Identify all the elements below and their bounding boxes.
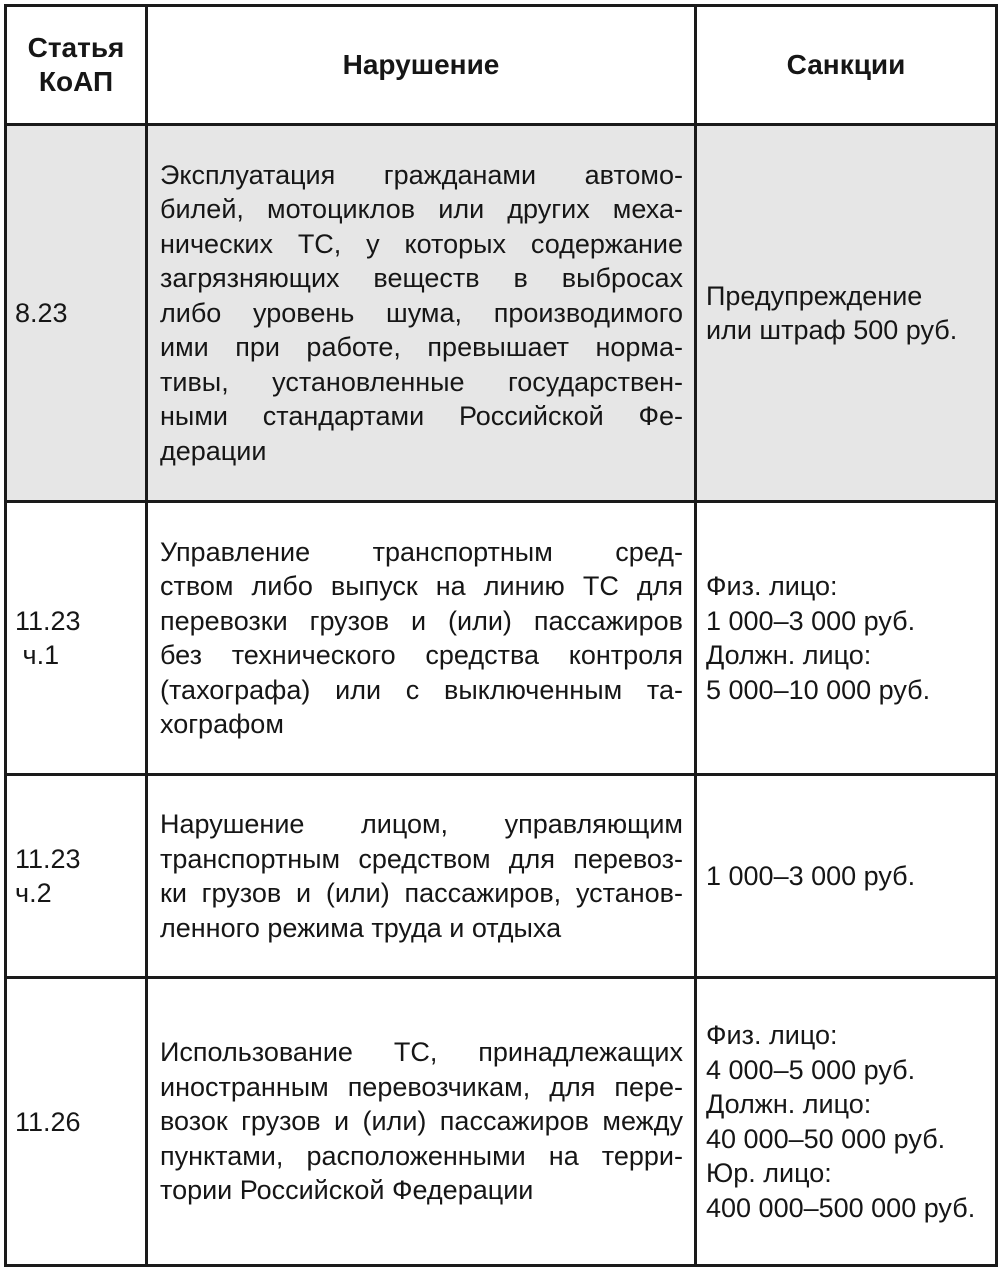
header-row (6, 6, 997, 125)
sanctions-cell (696, 978, 997, 1266)
violation-line: ленного режима труда и отдыха (160, 912, 562, 943)
violation-line: тивы, установленные государствен- (160, 366, 683, 397)
violation-line: Эксплуатация гражданами автомо- (160, 159, 683, 190)
article-code-cell (6, 502, 147, 775)
sanction-line: 40 000–50 000 руб. (706, 1123, 946, 1154)
violation-line: без технического средства контроля (160, 640, 683, 670)
sanctions-cell (696, 502, 997, 775)
violation-line: перевозки грузов и (или) пассажиров (160, 605, 683, 636)
sanction-line: 1 000–3 000 руб. (706, 860, 916, 891)
sanction-line: Должн. лицо: (706, 1089, 872, 1119)
violation-line: ством либо выпуск на линию ТС для (160, 571, 683, 601)
violation-cell (147, 502, 696, 775)
violation-line: транспортным средством для перевоз- (160, 843, 683, 874)
sanction-line: Должн. лицо: (706, 640, 872, 670)
article-code-line: ч.1 (15, 640, 60, 670)
sanction-line: 1 000–3 000 руб. (706, 605, 916, 636)
header-article-line: КоАП (38, 66, 114, 97)
table-row (6, 125, 997, 502)
sanction-line: 400 000–500 000 руб. (706, 1192, 976, 1223)
violation-line: тории Российской Федерации (160, 1175, 534, 1206)
violation-line: ими при работе, превышает норма- (160, 332, 683, 363)
violation-line: либо уровень шума, производимого (160, 297, 683, 328)
table-row (6, 978, 997, 1266)
violation-line: Использование ТС, принадлежащих (160, 1037, 683, 1068)
table-row (6, 502, 997, 775)
sanction-line: Предупреждение (706, 280, 923, 311)
header-article (6, 6, 147, 125)
violation-line: (тахографа) или с выключенным та- (160, 674, 683, 705)
violation-cell (147, 978, 696, 1266)
violation-line: дерации (160, 435, 267, 466)
article-code-line: 11.26 (15, 1106, 81, 1137)
header-violation: Нарушение (147, 6, 696, 125)
sanction-line: или штраф 500 руб. (706, 315, 958, 345)
violation-line: нических ТС, у которых содержание (160, 228, 683, 259)
sanctions-cell (696, 775, 997, 978)
koap-violations-table (4, 4, 998, 1267)
sanction-line: Физ. лицо: (706, 571, 838, 601)
violation-cell (147, 125, 696, 502)
violation-line: загрязняющих веществ в выбросах (160, 263, 683, 294)
violation-line: Нарушение лицом, управляющим (160, 809, 683, 839)
article-code-line: 11.23 (15, 844, 81, 874)
sanctions-cell (696, 125, 997, 502)
violation-line: Управление транспортным сред- (160, 536, 683, 567)
sanction-line: Юр. лицо: (706, 1158, 832, 1188)
article-code-cell (6, 978, 147, 1266)
violation-line: возок грузов и (или) пассажиров между (160, 1106, 683, 1137)
violation-line: хографом (160, 709, 284, 739)
article-code-cell (6, 125, 147, 502)
article-code-line: 8.23 (15, 298, 68, 328)
violation-line: билей, мотоциклов или других меха- (160, 194, 683, 225)
article-code-line: ч.2 (15, 878, 52, 908)
violation-line: ки грузов и (или) пассажиров, установ- (160, 878, 683, 908)
sanction-line: 4 000–5 000 руб. (706, 1054, 916, 1085)
article-code-cell (6, 775, 147, 978)
sanction-line: 5 000–10 000 руб. (706, 674, 931, 705)
header-sanctions: Санкции (696, 6, 997, 125)
violation-line: пунктами, расположенными на терри- (160, 1140, 683, 1171)
table-row (6, 775, 997, 978)
violation-line: ными стандартами Российской Фе- (160, 401, 683, 432)
header-article-line: Статья (27, 32, 125, 63)
violation-cell (147, 775, 696, 978)
sanction-line: Физ. лицо: (706, 1020, 838, 1050)
article-code-line: 11.23 (15, 606, 81, 636)
violation-line: иностранным перевозчикам, для пере- (160, 1071, 683, 1102)
